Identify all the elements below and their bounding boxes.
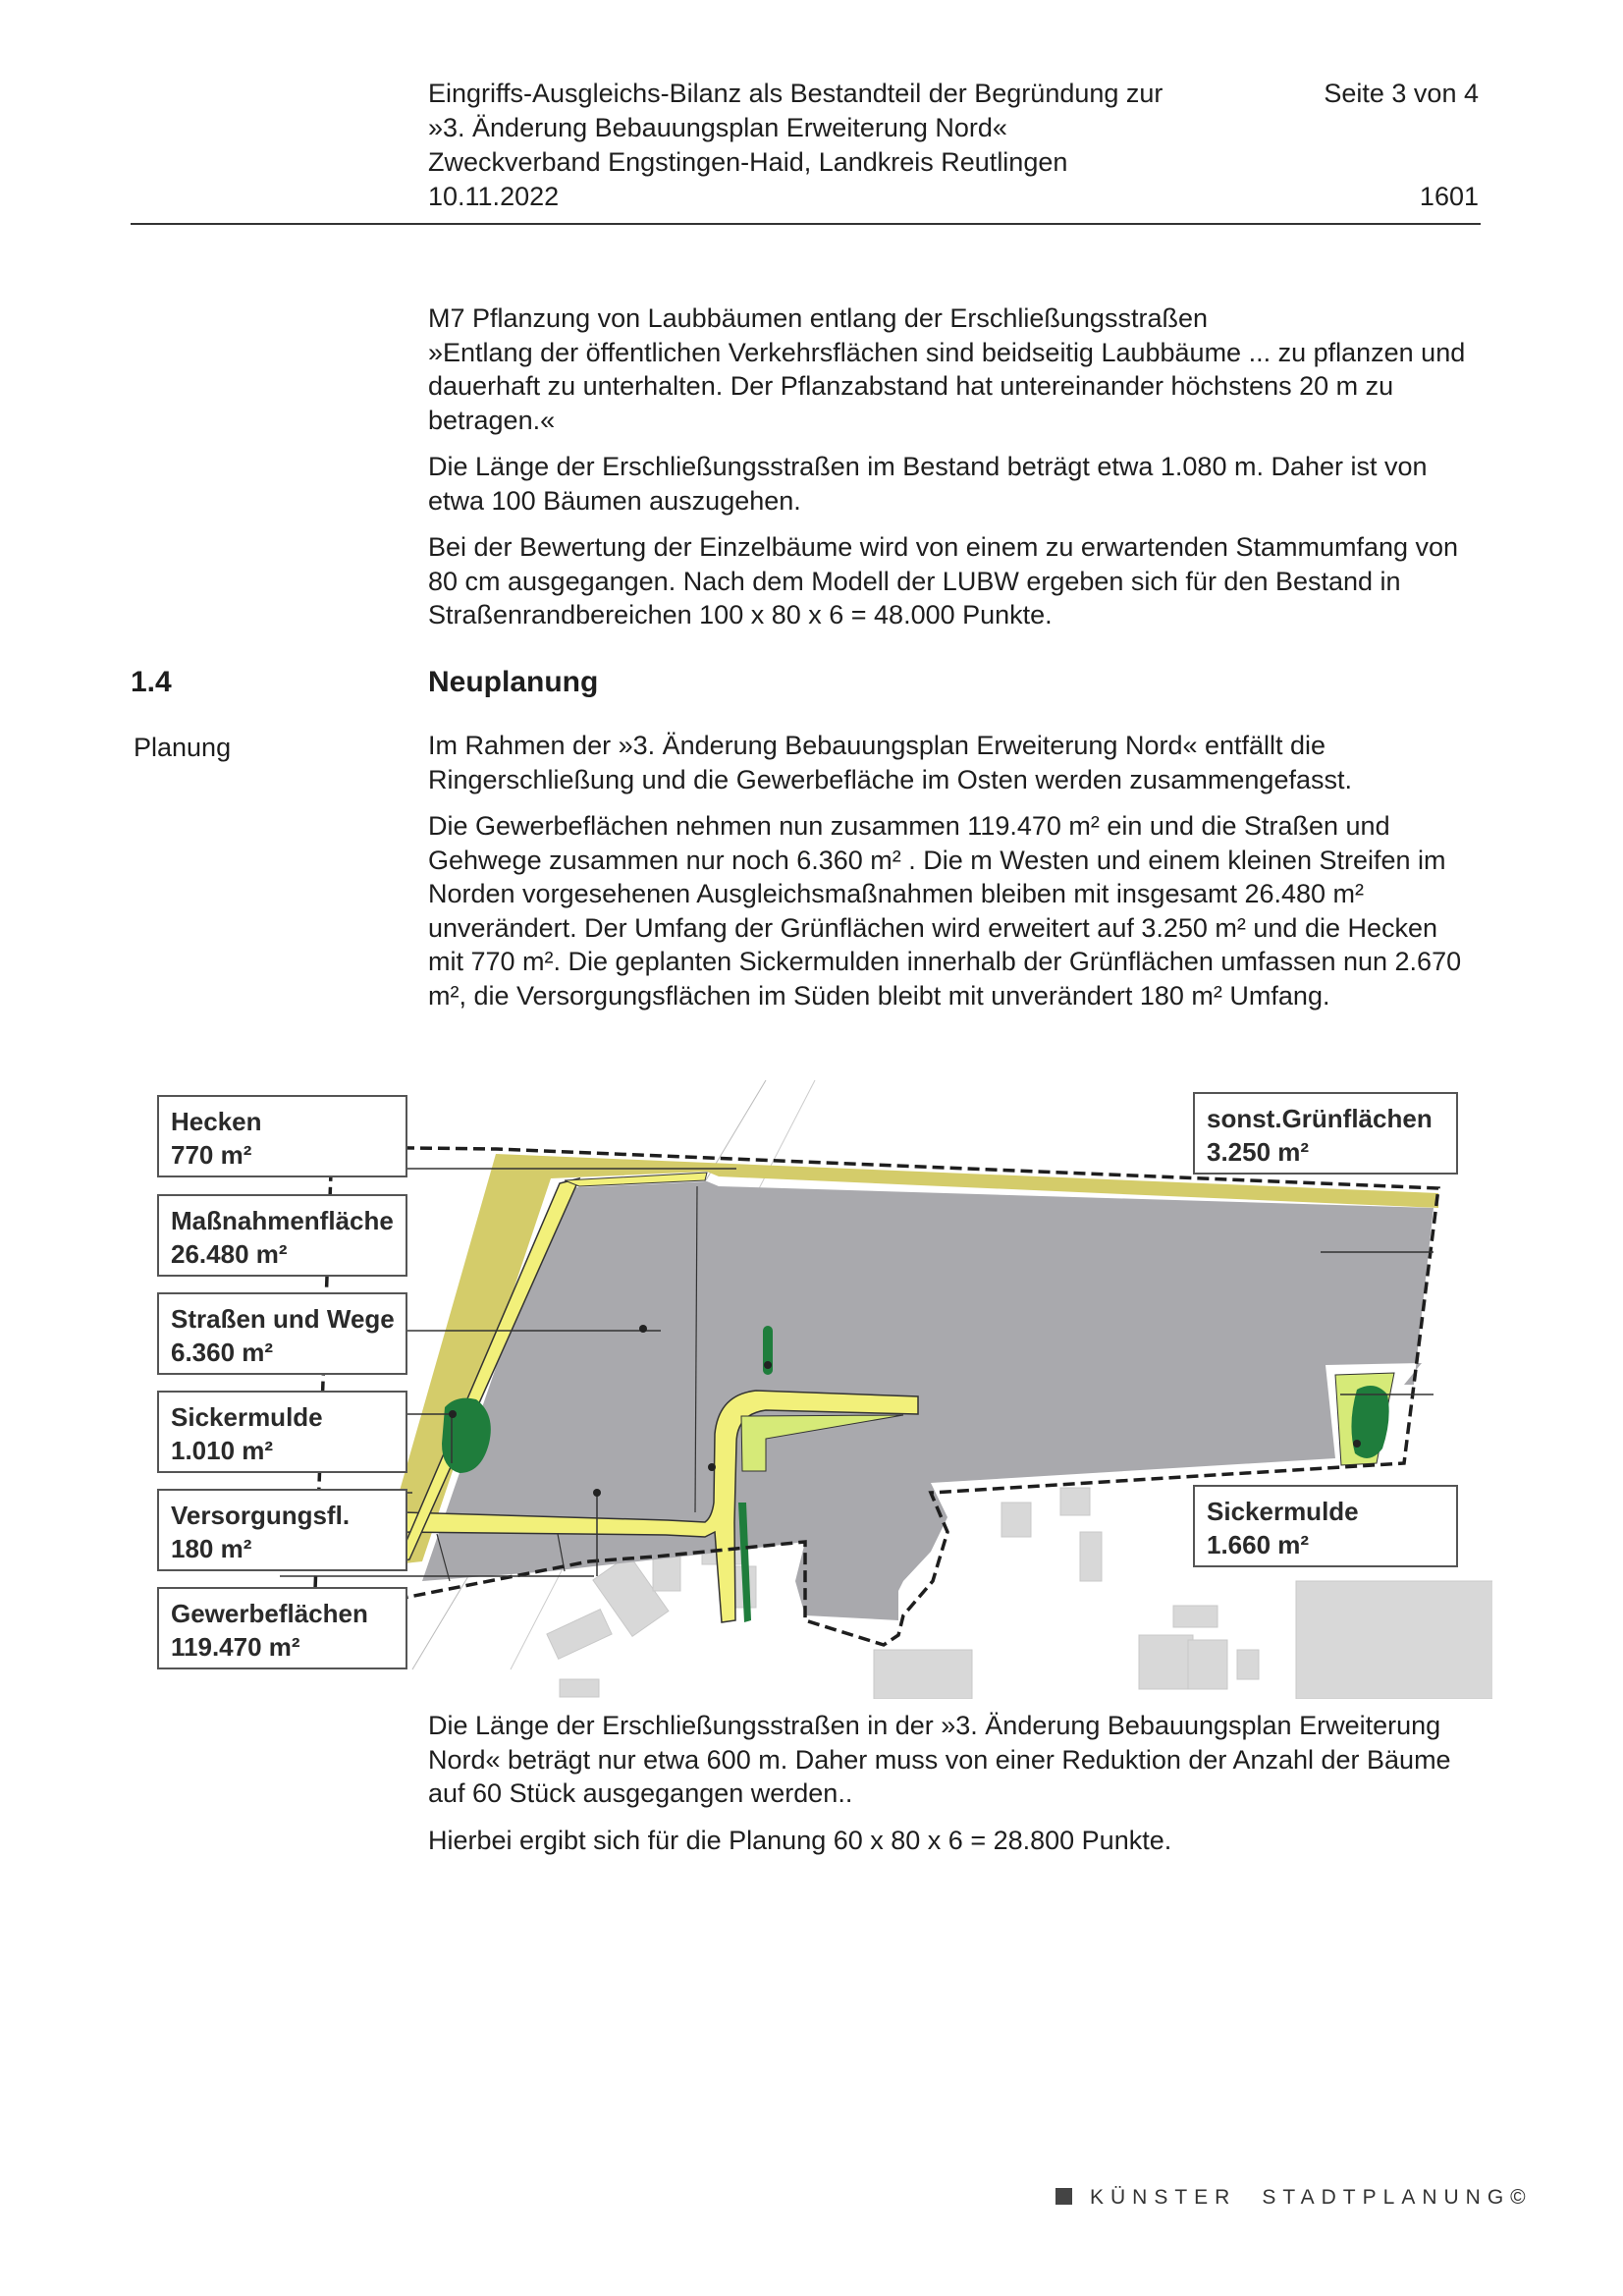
legend-name: Straßen und Wege	[171, 1304, 395, 1334]
building	[560, 1679, 599, 1697]
legend-label-gewerbe	[157, 1587, 407, 1669]
m7-section	[428, 301, 1474, 645]
header-divider	[131, 223, 1481, 225]
leader-dot	[764, 1361, 772, 1369]
legend-label-massnahmenflaeche	[157, 1194, 407, 1277]
margin-label: Planung	[134, 733, 232, 762]
closing-section	[428, 1709, 1474, 1870]
legend-name: Sickermulde	[171, 1402, 323, 1432]
page-header	[428, 77, 1479, 214]
header-title-line: »3. Änderung Bebauungsplan Erweiterung Nord«	[428, 113, 1007, 142]
site-plan-map	[118, 1070, 1492, 1699]
building	[1139, 1635, 1193, 1689]
m7-title: M7 Pflanzung von Laubbäumen entlang der Erschließungsstraßen	[428, 303, 1208, 333]
footer-brand	[1055, 2186, 1533, 2210]
building	[1237, 1650, 1259, 1679]
brand-square-icon	[1055, 2188, 1072, 2205]
m7-paragraph	[428, 301, 1474, 437]
legend-name: Maßnahmenfläche	[171, 1206, 394, 1235]
legend-name: Gewerbeflächen	[171, 1599, 368, 1628]
leader-dot	[1353, 1440, 1361, 1448]
m7-quote: »Entlang der öffentlichen Verkehrsflächen sind beidseitig Laubbäume ... zu pflanzen und dauerhaft zu unterhalten. Der Pflanzabstand hat untereinander höchstens 20 m zu betragen.«	[428, 337, 1466, 435]
legend-label-versorgung	[157, 1489, 407, 1571]
header-title-line: Zweckverband Engstingen-Haid, Landkreis Reutlingen	[428, 147, 1068, 177]
legend-area: 26.480 m²	[171, 1239, 288, 1269]
legend-area: 6.360 m²	[171, 1338, 274, 1367]
building	[1060, 1488, 1090, 1515]
body-paragraph: Die Gewerbeflächen nehmen nun zusammen 119.470 m² ein und die Straßen und Gehwege zusammen nur noch 6.360 m² . Die m Westen und einem kleinen Streifen im Norden vorgesehenen Ausgleichsmaßnahmen bleiben mit insgesamt 26.480 m² unverändert. Der Umfang der Grünflächen wird erweitert auf 3.250 m² und die Hecken mit 770 m². Die geplanten Sickermulden innerhalb der Grünflächen umfassen nun 2.670 m², die Versorgungsflächen im Süden bleibt mit unverändert 180 m² Umfang.	[428, 811, 1462, 1011]
header-date: 10.11.2022	[428, 182, 560, 211]
legend-area: 1.660 m²	[1207, 1530, 1310, 1559]
legend-name: sonst.Grünflächen	[1207, 1104, 1433, 1133]
leader-dot	[593, 1489, 601, 1497]
brand-name-part1: KÜNSTER	[1090, 2186, 1237, 2209]
legend-label-hecken	[157, 1095, 407, 1177]
leader-dot	[449, 1410, 457, 1418]
legend-area: 180 m²	[171, 1534, 252, 1563]
building	[874, 1650, 972, 1699]
section-number: 1.4	[131, 666, 172, 698]
body-paragraph: Hierbei ergibt sich für die Planung 60 x 80 x 6 = 28.800 Punkte.	[428, 1825, 1172, 1855]
legend-area: 3.250 m²	[1207, 1137, 1310, 1167]
body-paragraph: Bei der Bewertung der Einzelbäume wird von einem zu erwartenden Stammumfang von 80 cm ausgegangen. Nach dem Modell der LUBW ergeben sich für den Bestand in Straßenrandbereichen 100 x 80 x 6 = 48.000 Punkte.	[428, 532, 1459, 629]
legend-name: Hecken	[171, 1107, 262, 1136]
legend-label-gruenflaechen	[1193, 1092, 1458, 1175]
leader-dot	[639, 1325, 647, 1333]
legend-area: 770 m²	[171, 1140, 252, 1170]
project-number: 1601	[1419, 182, 1479, 211]
building	[1080, 1532, 1102, 1581]
building	[547, 1610, 612, 1660]
section-body	[428, 729, 1474, 1025]
brand-name-part2: STADTPLANUNG©	[1262, 2186, 1533, 2209]
legend-label-sickermulde-west	[157, 1391, 407, 1473]
legend-area: 1.010 m²	[171, 1436, 274, 1465]
building	[1188, 1640, 1227, 1689]
page-number: Seite 3 von 4	[1324, 79, 1479, 108]
building	[1173, 1606, 1217, 1627]
header-title-line: Eingriffs-Ausgleichs-Bilanz als Bestandteil der Begründung zur	[428, 79, 1163, 108]
section-title: Neuplanung	[428, 666, 599, 698]
building	[1001, 1503, 1031, 1537]
legend-name: Versorgungsfl.	[171, 1501, 351, 1530]
legend-area: 119.470 m²	[171, 1632, 300, 1662]
body-paragraph: Im Rahmen der »3. Änderung Bebauungsplan Erweiterung Nord« entfällt die Ringerschließung und die Gewerbefläche im Osten werden zusammengefasst.	[428, 731, 1352, 794]
legend-label-strassen	[157, 1292, 407, 1375]
legend-label-sickermulde-east	[1193, 1485, 1458, 1567]
building	[1296, 1581, 1492, 1699]
body-paragraph: Die Länge der Erschließungsstraßen im Bestand beträgt etwa 1.080 m. Daher ist von etwa 100 Bäumen auszugehen.	[428, 452, 1428, 516]
leader-dot	[708, 1463, 716, 1471]
body-paragraph: Die Länge der Erschließungsstraßen in der »3. Änderung Bebauungsplan Erweiterung Nord« beträgt nur etwa 600 m. Daher muss von einer Reduktion der Anzahl der Bäume auf 60 Stück ausgegangen werden..	[428, 1711, 1451, 1808]
legend-name: Sickermulde	[1207, 1497, 1359, 1526]
